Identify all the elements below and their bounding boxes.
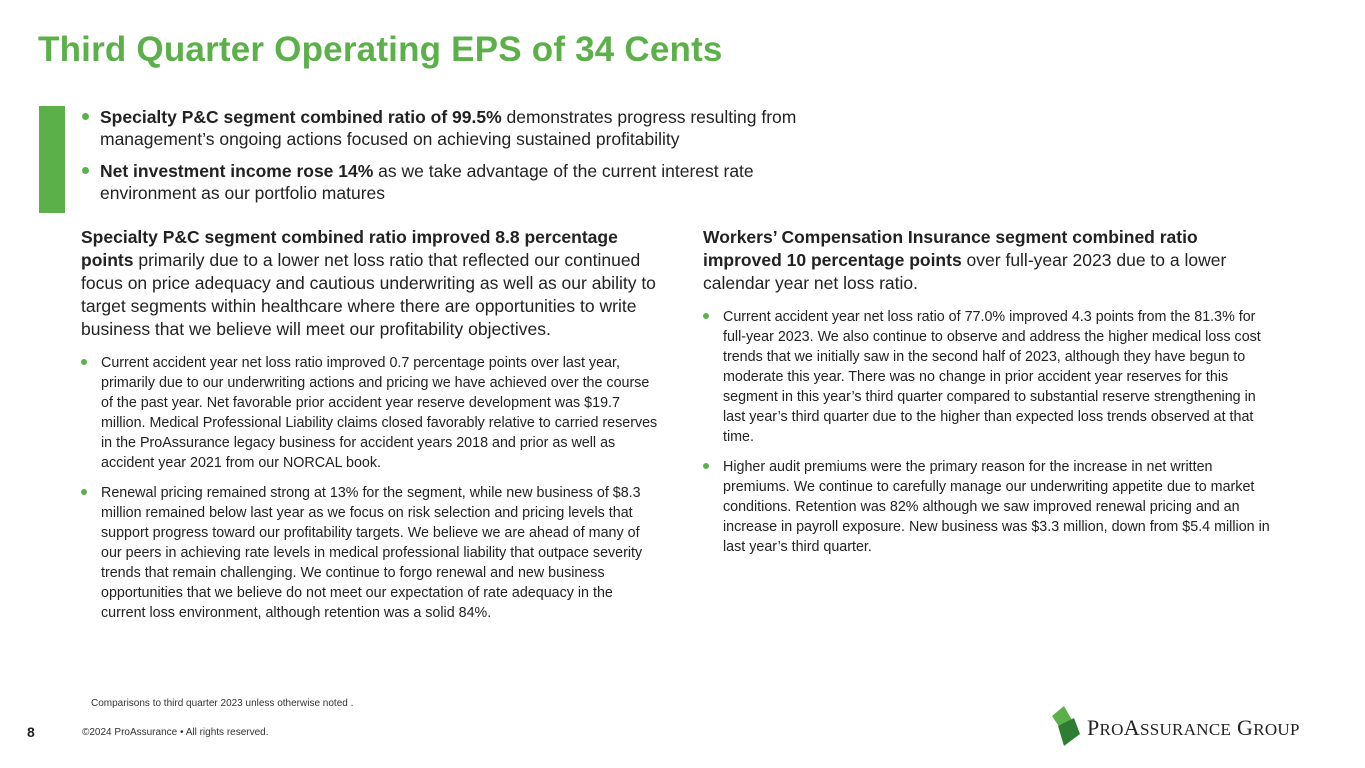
workers-comp-intro-text: over full-year 2023 due to a lower calendar year net loss ratio. — [703, 250, 1227, 293]
highlight-bold: Specialty P&C segment combined ratio of 99.5% — [100, 107, 502, 127]
proassurance-logo — [1050, 704, 1330, 748]
accent-bar — [39, 106, 65, 213]
workers-comp-bullet — [703, 457, 1273, 557]
specialty-bullet-text: Renewal pricing remained strong at 13% for the segment, while new business of $8.3 million remained below last year as we focus on risk selection and pricing levels that support progress toward our profitability targets. We believe we are ahead of many of our peers in achieving rate levels in medical professional liability that outpace severity trends that remain challenging. We continue to forgo renewal and new business opportunities that we believe do not meet our expectation of rate adequacy in the current loss environment, although retention was a solid 84%. — [101, 485, 643, 621]
specialty-bullet-text: Current accident year net loss ratio improved 0.7 percentage points over last year, primarily due to our underwriting actions and pricing we have achieved over the course of the past year. Net favorable prior accident year reserve development was $19.7 million. Medical Professional Liability claims closed favorably relative to carried reserves in the ProAssurance legacy business for accident years 2018 and prior as well as accident year 2021 from our NORCAL book. — [101, 355, 658, 471]
highlight-item — [82, 160, 842, 204]
highlight-text: as we take advantage of the current interest rate environment as our portfolio matures — [100, 161, 754, 203]
workers-comp-bullet-text: Higher audit premiums were the primary reason for the increase in net written premiums. We continue to carefully manage our underwriting appetite due to market conditions. Retention was 82% although we saw improved renewal pricing and an increase in payroll exposure. New business was $3.3 million, down from $5.4 million in last year’s third quarter. — [723, 459, 1270, 555]
footnote: Comparisons to third quarter 2023 unless otherwise noted . — [91, 698, 354, 709]
specialty-bullet — [81, 353, 661, 473]
workers-comp-intro — [703, 226, 1273, 295]
page-number: 8 — [27, 724, 35, 740]
specialty-intro-text: primarily due to a lower net loss ratio that reflected our continued focus on price adequacy and cautious underwriting as well as our ability to target segments within healthcare where there are opportunities to write business that we believe will meet our profitability objectives. — [81, 250, 656, 339]
workers-comp-column — [703, 226, 1273, 567]
workers-comp-bullet-text: Current accident year net loss ratio of 77.0% improved 4.3 points from the 81.3% for full-year 2023. We also continue to observe and address the higher medical loss cost trends that we initially saw in the second half of 2023, although they have begun to moderate this year. There was no change in prior accident year reserves for this segment in this year’s third quarter compared to substantial reserve strengthening in last year’s third quarter due to the higher than expected loss trends observed at that time. — [723, 309, 1261, 445]
workers-comp-intro-bold: Workers’ Compensation Insurance segment combined ratio improved 10 percentage points — [703, 227, 1198, 270]
copyright: ©2024 ProAssurance • All rights reserved. — [82, 727, 269, 738]
specialty-intro — [81, 226, 661, 341]
highlight-text: demonstrates progress resulting from management’s ongoing actions focused on achieving sustained profitability — [100, 107, 797, 149]
highlights-list — [82, 106, 842, 214]
logo-wordmark: PROASSURANCE GROUP — [1087, 715, 1300, 740]
bullet-icon — [703, 313, 709, 319]
highlight-bold: Net investment income rose 14% — [100, 161, 374, 181]
highlight-item — [82, 106, 842, 150]
bullet-icon — [82, 167, 89, 174]
workers-comp-bullet — [703, 307, 1273, 447]
bullet-icon — [703, 463, 709, 469]
logo-mark-icon — [1050, 704, 1082, 748]
bullet-icon — [82, 113, 89, 120]
bullet-icon — [81, 359, 87, 365]
page-title: Third Quarter Operating EPS of 34 Cents — [38, 30, 723, 69]
specialty-bullet — [81, 483, 661, 623]
bullet-icon — [81, 489, 87, 495]
specialty-column — [81, 226, 661, 633]
specialty-intro-bold: Specialty P&C segment combined ratio improved 8.8 percentage points — [81, 227, 618, 270]
